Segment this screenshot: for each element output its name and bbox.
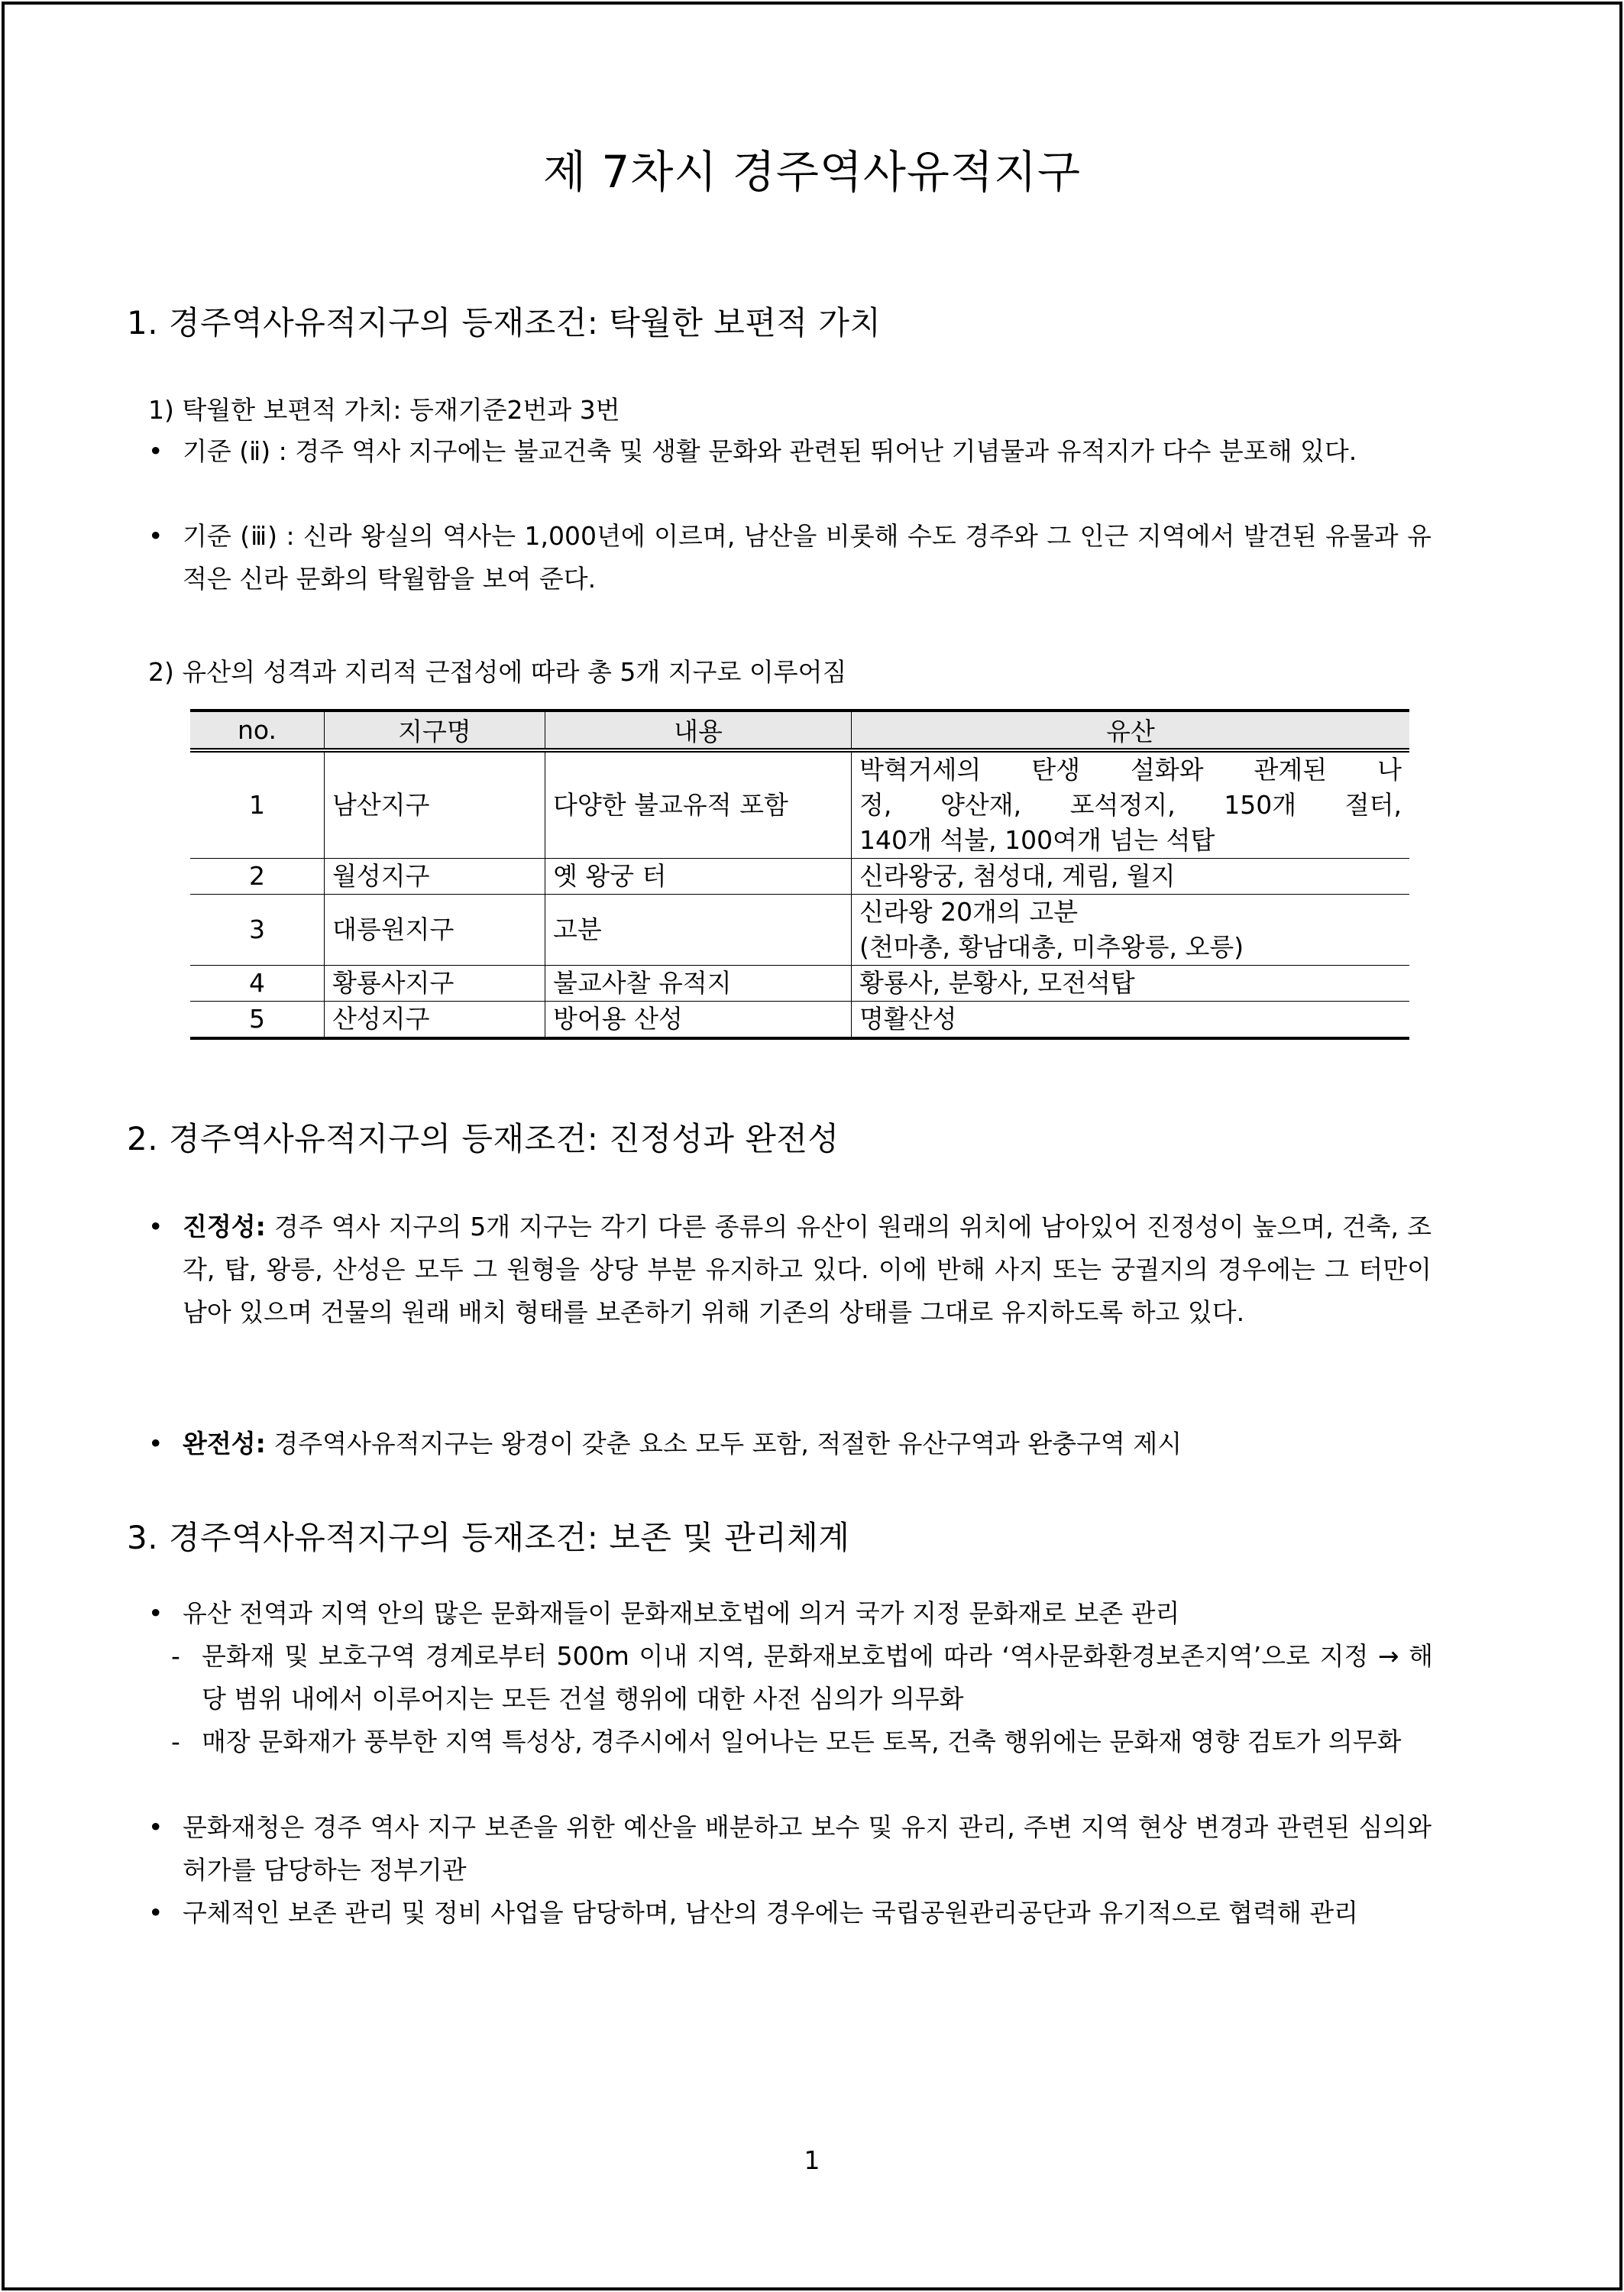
dash-icon: -: [171, 1641, 180, 1671]
bullet-icon: •: [148, 521, 163, 551]
cell-heritage: [852, 750, 1410, 859]
cell-no: 1: [190, 750, 325, 859]
table-row: [190, 859, 1409, 895]
bullet-icon: •: [148, 1429, 163, 1458]
page-title: 제 7차시 경주역사유적지구: [542, 146, 1082, 198]
cell-no: 2: [190, 859, 325, 895]
cell-district-name: 남산지구: [325, 750, 545, 859]
conservation-dash-text-1: 문화재 및 보호구역 경계로부터 500m 이내 지역, 문화재보호법에 따라 ‘역사문화환경보존지역’으로 지정 → 해당 범위 내에서 이루어지는 모든 건설 행위에 대한 사전 심의가 의무화: [202, 1641, 1433, 1714]
authenticity-bullet: [148, 1206, 1432, 1334]
cell-no: 3: [190, 895, 325, 966]
table-row: [190, 1002, 1409, 1039]
conservation-text-2: 문화재청은 경주 역사 지구 보존을 위한 예산을 배분하고 보수 및 유지 관리, 주변 지역 현상 변경과 관련된 심의와 허가를 담당하는 정부기관: [183, 1812, 1432, 1885]
criterion-ii-text: 기준 (ⅱ) : 경주 역사 지구에는 불교건축 및 생활 문화와 관련된 뛰어난 기념물과 유적지가 다수 분포해 있다.: [183, 436, 1357, 466]
header-district-name: 지구명: [325, 711, 545, 750]
cell-heritage: [852, 1002, 1410, 1039]
header-no: no.: [190, 711, 325, 750]
cell-content: 옛 왕궁 터: [545, 859, 852, 895]
conservation-bullet-2: [148, 1806, 1432, 1892]
bullet-icon: •: [148, 436, 163, 466]
section-2-heading: 2. 경주역사유적지구의 등재조건: 진정성과 완전성: [127, 1120, 839, 1157]
page-number: 1: [804, 2145, 820, 2175]
bullet-icon: •: [148, 1598, 163, 1628]
cell-no: 5: [190, 1002, 325, 1039]
table-header-row: [190, 711, 1409, 750]
cell-content: 고분: [545, 895, 852, 966]
conservation-dash-1: [171, 1635, 1433, 1721]
cell-heritage: [852, 895, 1410, 966]
authenticity-label: 진정성:: [183, 1212, 266, 1242]
heritage-line: 명활산성: [859, 1004, 957, 1034]
cell-content: 불교사찰 유적지: [545, 966, 852, 1002]
criterion-ii-bullet: [148, 430, 1432, 473]
heritage-line: 황룡사, 분황사, 모전석탑: [859, 968, 1135, 998]
section-1-subheading-1: 1) 탁월한 보편적 가치: 등재기준2번과 3번: [148, 395, 620, 425]
integrity-bullet: [148, 1423, 1432, 1465]
cell-district-name: 산성지구: [325, 1002, 545, 1039]
dash-icon: -: [171, 1727, 180, 1756]
header-heritage: 유산: [852, 711, 1410, 750]
section-1-subheading-2: 2) 유산의 성격과 지리적 근접성에 따라 총 5개 지구로 이루어짐: [148, 657, 847, 687]
heritage-districts-table: [190, 709, 1409, 1040]
cell-content: 방어용 산성: [545, 1002, 852, 1039]
bullet-icon: •: [148, 1812, 163, 1842]
conservation-bullet-3: [148, 1892, 1432, 1934]
cell-heritage: [852, 966, 1410, 1002]
table-row: [190, 895, 1409, 966]
table-row: [190, 750, 1409, 859]
section-1-heading: 1. 경주역사유적지구의 등재조건: 탁월한 보편적 가치: [127, 304, 882, 342]
heritage-line: 140개 석불, 100여개 넘는 석탑: [859, 825, 1215, 855]
cell-no: 4: [190, 966, 325, 1002]
criterion-iii-text: 기준 (ⅲ) : 신라 왕실의 역사는 1,000년에 이르며, 남산을 비롯해 수도 경주와 그 인근 지역에서 발견된 유물과 유적은 신라 문화의 탁월함을 보여 준다.: [183, 521, 1432, 594]
cell-district-name: 대릉원지구: [325, 895, 545, 966]
cell-content: 다양한 불교유적 포함: [545, 750, 852, 859]
cell-district-name: 월성지구: [325, 859, 545, 895]
conservation-text-1: 유산 전역과 지역 안의 많은 문화재들이 문화재보호법에 의거 국가 지정 문화재로 보존 관리: [183, 1598, 1180, 1628]
cell-district-name: 황룡사지구: [325, 966, 545, 1002]
heritage-line: 박혁거세의 탄생 설화와 관계된 나: [859, 755, 1402, 785]
conservation-dash-text-2: 매장 문화재가 풍부한 지역 특성상, 경주시에서 일어나는 모든 토목, 건축 행위에는 문화재 영향 검토가 의무화: [202, 1727, 1402, 1756]
conservation-dash-2: [171, 1721, 1433, 1763]
heritage-line: 신라왕궁, 첨성대, 계림, 월지: [859, 861, 1176, 891]
bullet-icon: •: [148, 1898, 163, 1928]
criterion-iii-bullet: [148, 515, 1432, 601]
heritage-line: 정, 양산재, 포석정지, 150개 절터,: [859, 790, 1402, 820]
integrity-label: 완전성:: [183, 1429, 266, 1458]
heritage-line: (천마총, 황남대총, 미추왕릉, 오릉): [859, 932, 1244, 962]
header-content: 내용: [545, 711, 852, 750]
conservation-bullet-1: [148, 1592, 1432, 1635]
section-3-heading: 3. 경주역사유적지구의 등재조건: 보존 및 관리체계: [127, 1519, 850, 1556]
document-page: [2, 2, 1622, 2290]
integrity-text: 경주역사유적지구는 왕경이 갖춘 요소 모두 포함, 적절한 유산구역과 완충구역 제시: [265, 1429, 1182, 1458]
authenticity-text: 경주 역사 지구의 5개 지구는 각기 다른 종류의 유산이 원래의 위치에 남아있어 진정성이 높으며, 건축, 조각, 탑, 왕릉, 산성은 모두 그 원형을 상당 부분 유지하고 있다. 이에 반해 사지 또는 궁궐지의 경우에는 그 터만이 남아 있으며 건물의 원래 배치 형태를 보존하기 위해 기존의 상태를 그대로 유지하도록 하고 있다.: [183, 1212, 1432, 1327]
bullet-icon: •: [148, 1212, 163, 1242]
conservation-text-3: 구체적인 보존 관리 및 정비 사업을 담당하며, 남산의 경우에는 국립공원관리공단과 유기적으로 협력해 관리: [183, 1898, 1358, 1928]
heritage-line: 신라왕 20개의 고분: [859, 897, 1079, 927]
table-row: [190, 966, 1409, 1002]
cell-heritage: [852, 859, 1410, 895]
